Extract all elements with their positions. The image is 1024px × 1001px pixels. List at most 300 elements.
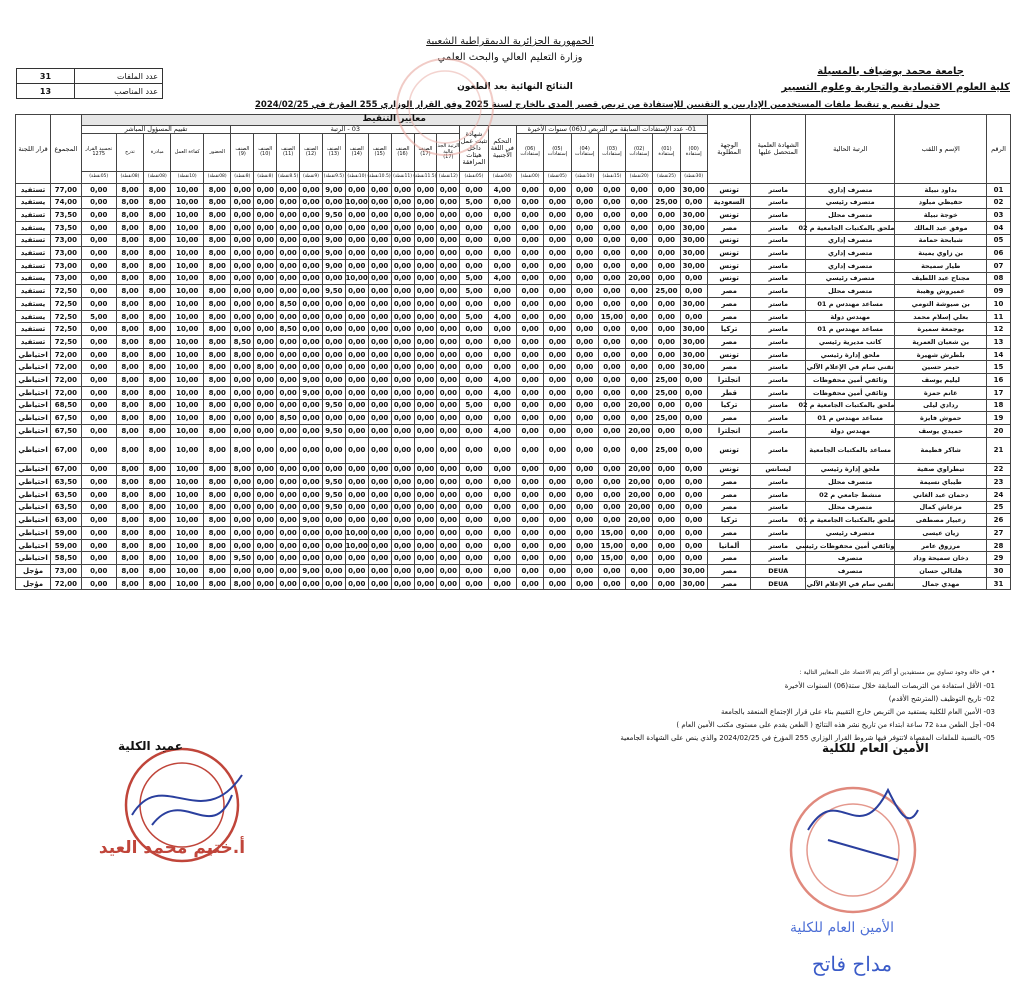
row-eval-score: 8,00 — [116, 539, 143, 552]
row-grade-score: 0,00 — [368, 539, 391, 552]
row-grade-score: 0,00 — [254, 399, 277, 412]
row-eval-score: 0,00 — [81, 196, 116, 209]
row-destination: مصر — [707, 565, 751, 578]
row-eval-score: 8,00 — [116, 310, 143, 323]
table-title: جدول تقييم و تنقيط ملفات المستخدمين الإداريين و التقنيين للإستفادة من تربص قصير المدى بالخارج لسنة 2025 وفق القرار الوزاري 255 المؤرخ في 2024/02/25 — [255, 100, 940, 110]
row-grade-score: 0,00 — [300, 488, 323, 501]
row-grade-score: 0,00 — [414, 527, 437, 540]
row-eval-score: 10,00 — [171, 259, 204, 272]
row-total: 63,50 — [51, 476, 82, 489]
row-prev-score: 0,00 — [571, 310, 598, 323]
row-language-score: 0,00 — [488, 247, 516, 260]
row-grade-score: 0,00 — [437, 361, 460, 374]
row-eval-score: 8,00 — [144, 209, 171, 222]
row-prev-score: 0,00 — [516, 476, 543, 489]
row-language-score: 0,00 — [488, 361, 516, 374]
row-decision: احتياطي — [16, 437, 51, 463]
row-prev-score: 0,00 — [544, 565, 571, 578]
row-prev-score: 0,00 — [680, 501, 707, 514]
row-language-score: 0,00 — [488, 259, 516, 272]
row-grade-score: 0,00 — [277, 386, 300, 399]
points-label: (9نقطة) — [300, 171, 323, 183]
row-grade-score: 0,00 — [277, 514, 300, 527]
row-total: 73,00 — [51, 259, 82, 272]
row-number: 14 — [987, 348, 1011, 361]
row-language-score: 0,00 — [488, 412, 516, 425]
row-decision: احتياطي — [16, 348, 51, 361]
points-label: (10نقطة) — [571, 171, 598, 183]
row-rank: متصرف إداري — [805, 183, 894, 196]
row-eval-score: 10,00 — [171, 476, 204, 489]
row-eval-score: 8,00 — [144, 374, 171, 387]
table-row — [16, 298, 1011, 311]
row-destination: انجلترا — [707, 374, 751, 387]
row-prev-score: 0,00 — [571, 183, 598, 196]
row-prev-score: 0,00 — [680, 374, 707, 387]
row-grade-score: 0,00 — [322, 412, 345, 425]
row-prev-score: 25,00 — [653, 437, 680, 463]
row-grade-score: 0,00 — [345, 463, 368, 476]
row-degree: ماستر — [751, 488, 806, 501]
points-label: (12نقطة) — [437, 171, 460, 183]
row-grade-score: 0,00 — [391, 196, 414, 209]
row-number: 30 — [987, 565, 1011, 578]
table-row — [16, 272, 1011, 285]
row-degree: ماستر — [751, 323, 806, 336]
row-eval-score: 8,00 — [144, 247, 171, 260]
row-prev-score: 0,00 — [544, 221, 571, 234]
row-grade-score: 0,00 — [368, 259, 391, 272]
row-prev-score: 15,00 — [598, 527, 625, 540]
row-prev-score: 0,00 — [516, 336, 543, 349]
row-grade-score: 0,00 — [391, 501, 414, 514]
row-grade-score: 0,00 — [437, 488, 460, 501]
row-eval-score: 8,00 — [144, 183, 171, 196]
row-prev-score: 0,00 — [544, 399, 571, 412]
row-grade-score: 0,00 — [345, 412, 368, 425]
row-decision: يستفيد — [16, 221, 51, 234]
row-eval-score: 10,00 — [171, 412, 204, 425]
row-grade-score: 0,00 — [231, 196, 254, 209]
row-name: تيطراوي صفية — [895, 463, 987, 476]
row-grade-score: 0,00 — [437, 552, 460, 565]
row-grade-score: 0,00 — [368, 577, 391, 590]
row-prev-score: 0,00 — [653, 336, 680, 349]
row-prev-score: 30,00 — [680, 577, 707, 590]
row-degree: ماستر — [751, 348, 806, 361]
row-total: 72,50 — [51, 310, 82, 323]
row-eval-score: 10,00 — [171, 323, 204, 336]
row-grade-score: 0,00 — [391, 221, 414, 234]
row-prev-score: 0,00 — [571, 424, 598, 437]
row-grade-score: 0,00 — [322, 514, 345, 527]
row-grade-score: 0,00 — [322, 386, 345, 399]
row-grade-score: 0,00 — [300, 183, 323, 196]
row-prev-score: 0,00 — [653, 323, 680, 336]
row-grade-score: 0,00 — [231, 501, 254, 514]
row-rank: مهندس دولة — [805, 424, 894, 437]
row-grade-score: 8,00 — [231, 348, 254, 361]
row-grade-score: 0,00 — [345, 234, 368, 247]
row-prev-score: 0,00 — [598, 183, 625, 196]
row-decision: مؤجل — [16, 577, 51, 590]
col-header-prev: (05) إستفادات — [544, 133, 571, 171]
row-destination: تونس — [707, 234, 751, 247]
row-decision: احتياطي — [16, 374, 51, 387]
row-degree: ماستر — [751, 527, 806, 540]
row-certificate-score: 0,00 — [460, 577, 488, 590]
row-prev-score: 0,00 — [653, 577, 680, 590]
row-certificate-score: 0,00 — [460, 386, 488, 399]
row-eval-score: 10,00 — [171, 374, 204, 387]
row-destination: السعودية — [707, 196, 751, 209]
row-prev-score: 0,00 — [680, 539, 707, 552]
row-grade-score: 0,00 — [277, 272, 300, 285]
row-eval-score: 8,00 — [116, 298, 143, 311]
row-eval-score: 10,00 — [171, 399, 204, 412]
row-eval-score: 8,00 — [116, 247, 143, 260]
row-grade-score: 0,00 — [254, 247, 277, 260]
row-rank: منشط جامعي م 02 — [805, 488, 894, 501]
row-prev-score: 0,00 — [571, 501, 598, 514]
row-grade-score: 0,00 — [345, 386, 368, 399]
table-row — [16, 374, 1011, 387]
row-grade-score: 0,00 — [254, 285, 277, 298]
row-total: 67,00 — [51, 437, 82, 463]
points-label: (10نقطة) — [345, 171, 368, 183]
row-eval-score: 8,00 — [204, 285, 231, 298]
row-prev-score: 30,00 — [680, 234, 707, 247]
row-eval-score: 8,00 — [204, 234, 231, 247]
row-eval-score: 8,00 — [116, 488, 143, 501]
row-destination: مصر — [707, 488, 751, 501]
row-eval-score: 8,00 — [204, 501, 231, 514]
row-grade-score: 0,00 — [231, 272, 254, 285]
table-row — [16, 361, 1011, 374]
row-grade-score: 0,00 — [254, 463, 277, 476]
row-prev-score: 0,00 — [516, 361, 543, 374]
row-grade-score: 0,00 — [414, 323, 437, 336]
row-number: 27 — [987, 527, 1011, 540]
row-prev-score: 0,00 — [598, 221, 625, 234]
row-prev-score: 30,00 — [680, 565, 707, 578]
row-eval-score: 8,00 — [144, 310, 171, 323]
col-header-grade: الصنف (10) — [254, 133, 277, 171]
row-eval-score: 10,00 — [171, 183, 204, 196]
row-eval-score: 8,00 — [204, 209, 231, 222]
row-eval-score: 8,00 — [116, 221, 143, 234]
table-row — [16, 577, 1011, 590]
row-grade-score: 0,00 — [391, 209, 414, 222]
col-header-prev: (04) إستفادات — [571, 133, 598, 171]
row-prev-score: 0,00 — [516, 501, 543, 514]
row-prev-score: 0,00 — [653, 209, 680, 222]
row-grade-score: 0,00 — [254, 501, 277, 514]
row-prev-score: 0,00 — [544, 348, 571, 361]
row-certificate-score: 0,00 — [460, 361, 488, 374]
row-degree: ماستر — [751, 221, 806, 234]
notes — [250, 669, 995, 747]
row-destination: تونس — [707, 209, 751, 222]
row-grade-score: 0,00 — [437, 412, 460, 425]
row-eval-score: 8,00 — [116, 374, 143, 387]
row-grade-score: 0,00 — [345, 424, 368, 437]
row-grade-score: 0,00 — [368, 209, 391, 222]
points-label: (11.5نقطة) — [414, 171, 437, 183]
row-eval-score: 8,00 — [204, 310, 231, 323]
col-header-grade: الصنف (17) — [414, 133, 437, 171]
row-degree: ماستر — [751, 183, 806, 196]
row-prev-score: 0,00 — [653, 501, 680, 514]
row-grade-score: 0,00 — [414, 336, 437, 349]
row-prev-score: 0,00 — [571, 488, 598, 501]
row-grade-score: 0,00 — [277, 183, 300, 196]
row-certificate-score: 0,00 — [460, 488, 488, 501]
row-grade-score: 0,00 — [300, 437, 323, 463]
row-grade-score: 0,00 — [300, 412, 323, 425]
row-language-score: 0,00 — [488, 209, 516, 222]
row-grade-score: 8,50 — [277, 412, 300, 425]
row-decision: تستفيد — [16, 247, 51, 260]
row-number: 19 — [987, 412, 1011, 425]
row-prev-score: 0,00 — [571, 552, 598, 565]
row-certificate-score: 0,00 — [460, 221, 488, 234]
row-degree: ماستر — [751, 386, 806, 399]
row-grade-score: 0,00 — [277, 310, 300, 323]
row-prev-score: 0,00 — [626, 234, 653, 247]
row-prev-score: 0,00 — [571, 247, 598, 260]
table-row — [16, 336, 1011, 349]
row-eval-score: 8,00 — [144, 501, 171, 514]
row-prev-score: 15,00 — [598, 539, 625, 552]
row-certificate-score: 0,00 — [460, 298, 488, 311]
row-eval-score: 8,00 — [204, 577, 231, 590]
row-destination: تونس — [707, 247, 751, 260]
row-grade-score: 0,00 — [231, 565, 254, 578]
row-grade-score: 0,00 — [322, 565, 345, 578]
row-prev-score: 0,00 — [626, 285, 653, 298]
row-grade-score: 0,00 — [322, 272, 345, 285]
row-prev-score: 0,00 — [598, 196, 625, 209]
row-grade-score: 0,00 — [254, 424, 277, 437]
row-grade-score: 0,00 — [254, 348, 277, 361]
row-destination: ألمانيا — [707, 539, 751, 552]
row-eval-score: 8,00 — [144, 412, 171, 425]
row-eval-score: 8,00 — [204, 374, 231, 387]
row-grade-score: 0,00 — [414, 565, 437, 578]
row-prev-score: 0,00 — [544, 412, 571, 425]
secretary-stamp-title: الأمين العام للكلية — [790, 920, 894, 936]
row-prev-score: 0,00 — [598, 374, 625, 387]
row-language-score: 0,00 — [488, 234, 516, 247]
row-grade-score: 0,00 — [345, 552, 368, 565]
row-certificate-score: 5,00 — [460, 272, 488, 285]
row-decision: تستفيد — [16, 183, 51, 196]
row-prev-score: 0,00 — [653, 399, 680, 412]
row-prev-score: 0,00 — [653, 539, 680, 552]
row-number: 18 — [987, 399, 1011, 412]
row-degree: ماستر — [751, 361, 806, 374]
row-eval-score: 8,00 — [144, 565, 171, 578]
row-prev-score: 0,00 — [598, 577, 625, 590]
table-row — [16, 259, 1011, 272]
row-degree: ماستر — [751, 539, 806, 552]
row-eval-score: 8,00 — [204, 412, 231, 425]
col-header-grade: الرتبة الجد عالية (17) — [437, 133, 460, 171]
row-rank: وثائقي أمين محفوظات رئيسي — [805, 539, 894, 552]
row-number: 11 — [987, 310, 1011, 323]
row-eval-score: 0,00 — [81, 247, 116, 260]
row-eval-score: 0,00 — [81, 437, 116, 463]
row-eval-score: 8,00 — [116, 209, 143, 222]
row-eval-score: 8,00 — [204, 488, 231, 501]
row-prev-score: 0,00 — [571, 209, 598, 222]
points-label: (25نقطة) — [653, 171, 680, 183]
row-grade-score: 0,00 — [414, 361, 437, 374]
row-eval-score: 10,00 — [171, 539, 204, 552]
row-grade-score: 0,00 — [277, 539, 300, 552]
row-grade-score: 9,50 — [322, 501, 345, 514]
row-language-score: 0,00 — [488, 336, 516, 349]
row-grade-score: 9,50 — [322, 399, 345, 412]
row-grade-score: 0,00 — [277, 565, 300, 578]
note-item: 05- بالنسبة للملفات المقصاة لاتتوفر فيها شروط القرار الوزاري 255 المؤرخ في 2024/02/25 والذي ينص على الشهادة الجامعية — [620, 734, 995, 742]
row-grade-score: 0,00 — [391, 234, 414, 247]
row-prev-score: 20,00 — [626, 399, 653, 412]
row-grade-score: 0,00 — [254, 412, 277, 425]
row-eval-score: 8,00 — [116, 272, 143, 285]
row-grade-score: 0,00 — [391, 577, 414, 590]
row-prev-score: 30,00 — [680, 209, 707, 222]
row-grade-score: 0,00 — [254, 437, 277, 463]
row-grade-score: 0,00 — [368, 221, 391, 234]
row-grade-score: 0,00 — [391, 247, 414, 260]
row-language-score: 4,00 — [488, 386, 516, 399]
row-eval-score: 8,00 — [116, 424, 143, 437]
row-language-score: 0,00 — [488, 539, 516, 552]
row-prev-score: 30,00 — [680, 348, 707, 361]
row-number: 26 — [987, 514, 1011, 527]
row-prev-score: 0,00 — [516, 437, 543, 463]
table-row — [16, 348, 1011, 361]
table-row — [16, 501, 1011, 514]
row-grade-score: 0,00 — [414, 183, 437, 196]
row-total: 67,00 — [51, 463, 82, 476]
row-grade-score: 8,00 — [231, 577, 254, 590]
row-prev-score: 30,00 — [680, 247, 707, 260]
row-grade-score: 0,00 — [437, 234, 460, 247]
row-destination: تركيا — [707, 399, 751, 412]
row-prev-score: 0,00 — [571, 539, 598, 552]
row-grade-score: 0,00 — [414, 221, 437, 234]
row-grade-score: 0,00 — [368, 463, 391, 476]
row-grade-score: 0,00 — [231, 285, 254, 298]
row-rank: متصرف محلل — [805, 476, 894, 489]
row-prev-score: 0,00 — [680, 463, 707, 476]
row-prev-score: 0,00 — [544, 336, 571, 349]
row-grade-score: 0,00 — [254, 565, 277, 578]
row-rank: مساعد مهندس م 01 — [805, 323, 894, 336]
row-rank: متصرف — [805, 552, 894, 565]
row-total: 72,50 — [51, 285, 82, 298]
row-prev-score: 0,00 — [680, 437, 707, 463]
points-label: (10نقطة) — [171, 171, 204, 183]
row-certificate-score: 5,00 — [460, 196, 488, 209]
row-degree: ماستر — [751, 336, 806, 349]
row-grade-score: 0,00 — [437, 348, 460, 361]
row-grade-score: 0,00 — [322, 374, 345, 387]
university-name: جامعة محمد بوضياف بالمسيلة — [817, 66, 964, 77]
row-grade-score: 0,00 — [300, 336, 323, 349]
row-grade-score: 0,00 — [437, 463, 460, 476]
row-grade-score: 0,00 — [437, 399, 460, 412]
row-eval-score: 8,00 — [204, 552, 231, 565]
row-prev-score: 0,00 — [571, 234, 598, 247]
row-total: 67,50 — [51, 412, 82, 425]
row-grade-score: 0,00 — [231, 247, 254, 260]
row-grade-score: 10,00 — [345, 196, 368, 209]
row-grade-score: 0,00 — [391, 183, 414, 196]
row-grade-score: 0,00 — [414, 298, 437, 311]
results-table-wrap — [15, 114, 1011, 590]
row-grade-score: 0,00 — [254, 310, 277, 323]
row-grade-score: 8,00 — [231, 437, 254, 463]
row-language-score: 0,00 — [488, 463, 516, 476]
row-grade-score: 0,00 — [437, 272, 460, 285]
row-prev-score: 0,00 — [544, 374, 571, 387]
row-grade-score: 0,00 — [414, 272, 437, 285]
row-grade-score: 0,00 — [231, 323, 254, 336]
row-degree: ماستر — [751, 310, 806, 323]
col-header-grade: الصنف (14) — [345, 133, 368, 171]
row-grade-score: 0,00 — [391, 552, 414, 565]
row-total: 59,00 — [51, 527, 82, 540]
points-label: (11نقطة) — [391, 171, 414, 183]
row-prev-score: 0,00 — [653, 272, 680, 285]
row-eval-score: 0,00 — [81, 298, 116, 311]
points-label: (08نقطة) — [144, 171, 171, 183]
row-certificate-score: 0,00 — [460, 412, 488, 425]
row-grade-score: 0,00 — [277, 234, 300, 247]
row-grade-score: 0,00 — [322, 348, 345, 361]
row-grade-score: 0,00 — [345, 577, 368, 590]
row-grade-score: 0,00 — [300, 310, 323, 323]
row-eval-score: 8,00 — [116, 399, 143, 412]
row-prev-score: 0,00 — [544, 424, 571, 437]
row-certificate-score: 0,00 — [460, 527, 488, 540]
col-header-eval: تجسيد القرار 1275 — [81, 133, 116, 171]
row-prev-score: 0,00 — [516, 552, 543, 565]
row-grade-score: 0,00 — [300, 234, 323, 247]
row-eval-score: 0,00 — [81, 386, 116, 399]
row-grade-score: 0,00 — [437, 565, 460, 578]
row-total: 73,00 — [51, 565, 82, 578]
row-eval-score: 8,00 — [144, 386, 171, 399]
row-grade-score: 0,00 — [300, 272, 323, 285]
row-grade-score: 0,00 — [300, 577, 323, 590]
row-eval-score: 10,00 — [171, 463, 204, 476]
row-eval-score: 8,00 — [116, 463, 143, 476]
row-grade-score: 0,00 — [231, 386, 254, 399]
row-grade-score: 0,00 — [391, 527, 414, 540]
row-eval-score: 10,00 — [171, 488, 204, 501]
points-label: (30نقطة) — [680, 171, 707, 183]
row-number: 16 — [987, 374, 1011, 387]
row-prev-score: 0,00 — [680, 514, 707, 527]
row-prev-score: 0,00 — [653, 259, 680, 272]
row-prev-score: 0,00 — [544, 514, 571, 527]
col-header-grade: الصنف (16) — [391, 133, 414, 171]
